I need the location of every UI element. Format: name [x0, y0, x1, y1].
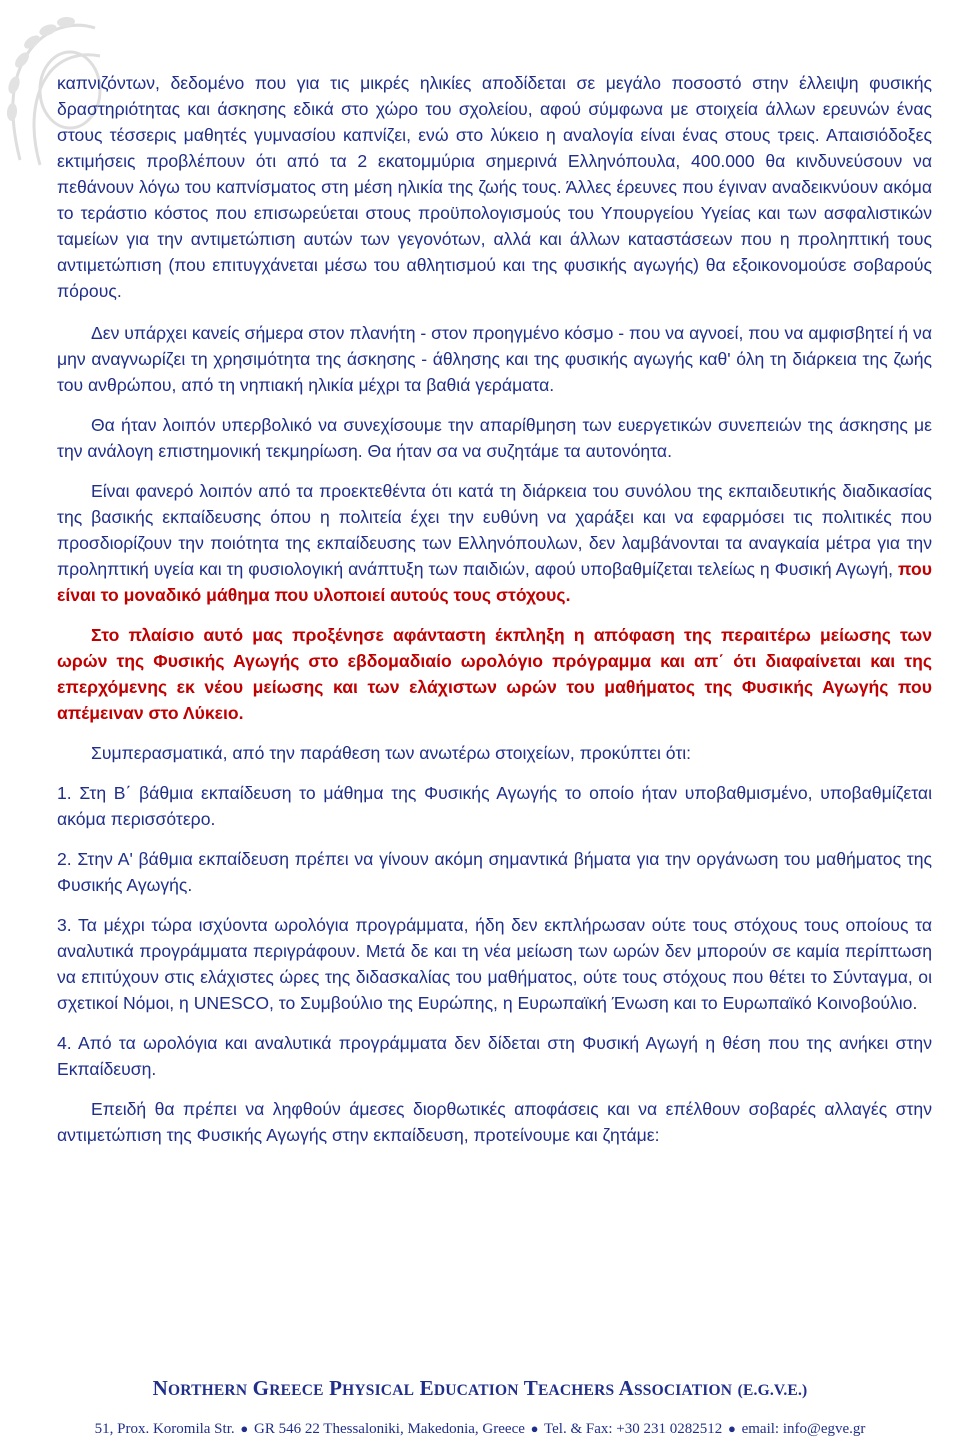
paragraph-proposal: Επειδή θα πρέπει να ληφθούν άμεσες διορθωτικές αποφάσεις και να επέλθουν σοβαρές αλλαγές στην αντιμετώπιση της Φυσικής Αγωγής στην εκπαίδευση, προτείνουμε και ζητάμε: — [57, 1099, 932, 1145]
policy-text: Είναι φανερό λοιπόν από τα προεκτεθέντα ότι κατά τη διάρκεια του συνόλου της εκπαιδευτικής διαδικασίας της βασικής εκπαίδευσης όπου η πολιτεία έχει την ευθύνη να χαράξει και να εφαρμόσει τις πολιτικές που προσδιορίζουν την ποιότητα της εκπαίδευσης των Ελληνόπουλων, δεν λαμβάνονται τα αναγκαία μέτρα για την προληπτική υγεία και τη φυσιολογική ανάπτυξη των παιδιών, αφού υποβαθμίζεται τελείως η Φυσική Αγωγή, — [57, 481, 932, 579]
paragraph-benefits: Θα ήταν λοιπόν υπερβολικό να συνεχίσουμε την απαρίθμηση των ευεργετικών συνεπειών της άσκησης με την ανάλογη επιστημονική τεκμηρίωση. Θα ήταν σα να συζητάμε τα αυτονόητα. — [57, 415, 932, 461]
document-body — [57, 70, 932, 1162]
paragraph-education-policy — [57, 478, 932, 608]
policy-emphasis: που είναι το μοναδικό μάθημα που υλοποιεί αυτούς τους στόχους. — [57, 559, 932, 605]
paragraph-smoking: καπνιζόντων, δεδομένο που για τις μικρές ηλικίες αποδίδεται σε μεγάλο ποσοστό στην έλλειψη φυσικής δραστηριότητας και άσκησης εδικά στο χώρο του σχολείου, αφού σύμφωνα με στοιχεία άλλων ερευνών ένας στους τέσσερις μαθητές γυμνασίου καπνίζει, ενώ στο λύκειο η αναλογία είναι ένας στους τρεις. Απαισιόδοξες εκτιμήσεις προβλέπουν ότι από τα 2 εκατομμύρια σημερινά Ελληνόπουλα, 400.000 θα κινδυνεύσουν να πεθάνουν λόγω του καπνίσματος στη μέση ηλικία της ζωής τους. Άλλες έρευνες που έγιναν αναδεικνύουν ακόμα το τεράστιο κόστος που επισωρεύεται στους προϋπολογισμούς του Υπουργείου Υγείας και των ασφαλιστικών ταμείων για την αντιμετώπιση αυτών των γεγονότων, αλλά και άλλων καταστάσεων που η προληπτική τους αντιμετώπιση (που επιτυγχάνεται μέσω του αθλητισμού και της φυσικής αγωγής) θα εξοικονομούσε σοβαρούς πόρους. — [57, 73, 932, 301]
contact-line — [0, 1421, 960, 1438]
paragraph-usefulness: Δεν υπάρχει κανείς σήμερα στον πλανήτη - στον προηγμένο κόσμο - που να αγνοεί, που να αμφισβητεί ή να μην αναγνωρίζει τη χρησιμότητα της άσκησης - άθλησης και της φυσικής αγωγής καθ' όλη τη διάρκεια της ζωής του ανθρώπου, από τη νηπιακή ηλικία μέχρι τα βαθιά γεράματα. — [57, 323, 932, 395]
bullet-dot-icon: ● — [240, 1421, 249, 1436]
email-text: email: info@egve.gr — [741, 1421, 866, 1437]
paragraph-hours-reduction: Στο πλαίσιο αυτό μας προξένησε αφάνταστη έκπληξη η απόφαση της περαιτέρω μείωσης των ωρών της Φυσικής Αγωγής στο εβδομαδιαίο ωρολόγιο πρόγραμμα και απ΄ ότι διαφαίνεται και της επερχόμενης εκ νέου μείωσης και των ελάχιστων ωρών του μαθήματος της Φυσικής Αγωγής που απέμειναν στο Λύκειο. — [57, 625, 932, 723]
list-item-3: 3. Τα μέχρι τώρα ισχύοντα ωρολόγια προγράμματα, ήδη δεν εκπλήρωσαν ούτε τους στόχους τους οποίους τα αναλυτικά προγράμματα περιγράφουν. Μετά δε και τη νέα μείωση των ωρών δεν μπορούν σε καμία περίπτωση να επιτύχουν στις ελάχιστες ώρες της διδασκαλίας του μαθήματος, ούτε τους στόχους που θέτει το Σύνταγμα, οι σχετικοί Νόμοι, η UNESCO, το Συμβούλιο της Ευρώπης, η Ευρωπαϊκή Ένωση και το Ευρωπαϊκό Κοινοβούλιο. — [57, 915, 932, 1013]
address-text: 51, Prox. Koromila Str. — [94, 1421, 235, 1437]
list-item-1: 1. Στη Β΄ βάθμια εκπαίδευση το μάθημα της Φυσικής Αγωγής το οποίο ήταν υποβαθμισμένο, υποβαθμίζεται ακόμα περισσότερο. — [57, 783, 932, 829]
bullet-dot-icon: ● — [728, 1421, 736, 1436]
postal-text: GR 546 22 Thessaloniki, Makedonia, Greece — [253, 1421, 525, 1437]
list-item-2: 2. Στην Α' βάθμια εκπαίδευση πρέπει να γίνουν ακόμη σημαντικά βήματα για την οργάνωση του μαθήματος της Φυσικής Αγωγής. — [57, 849, 932, 895]
paragraph-conclusion-intro: Συμπερασματικά, από την παράθεση των ανωτέρω στοιχείων, προκύπτει ότι: — [91, 743, 692, 763]
association-name: NORTHERN GREECE PHYSICAL EDUCATION TEACHERS ASSOCIATION (E.G.V.E.) — [152, 1376, 808, 1400]
phone-text: Tel. & Fax: +30 231 0282512 — [544, 1421, 723, 1437]
association-abbreviation: (E.G.V.E.) — [737, 1382, 808, 1399]
bullet-dot-icon: ● — [530, 1421, 539, 1436]
list-item-4: 4. Από τα ωρολόγια και αναλυτικά προγράμματα δεν δίδεται στη Φυσική Αγωγή η θέση που της ανήκει στην Εκπαίδευση. — [57, 1033, 932, 1079]
